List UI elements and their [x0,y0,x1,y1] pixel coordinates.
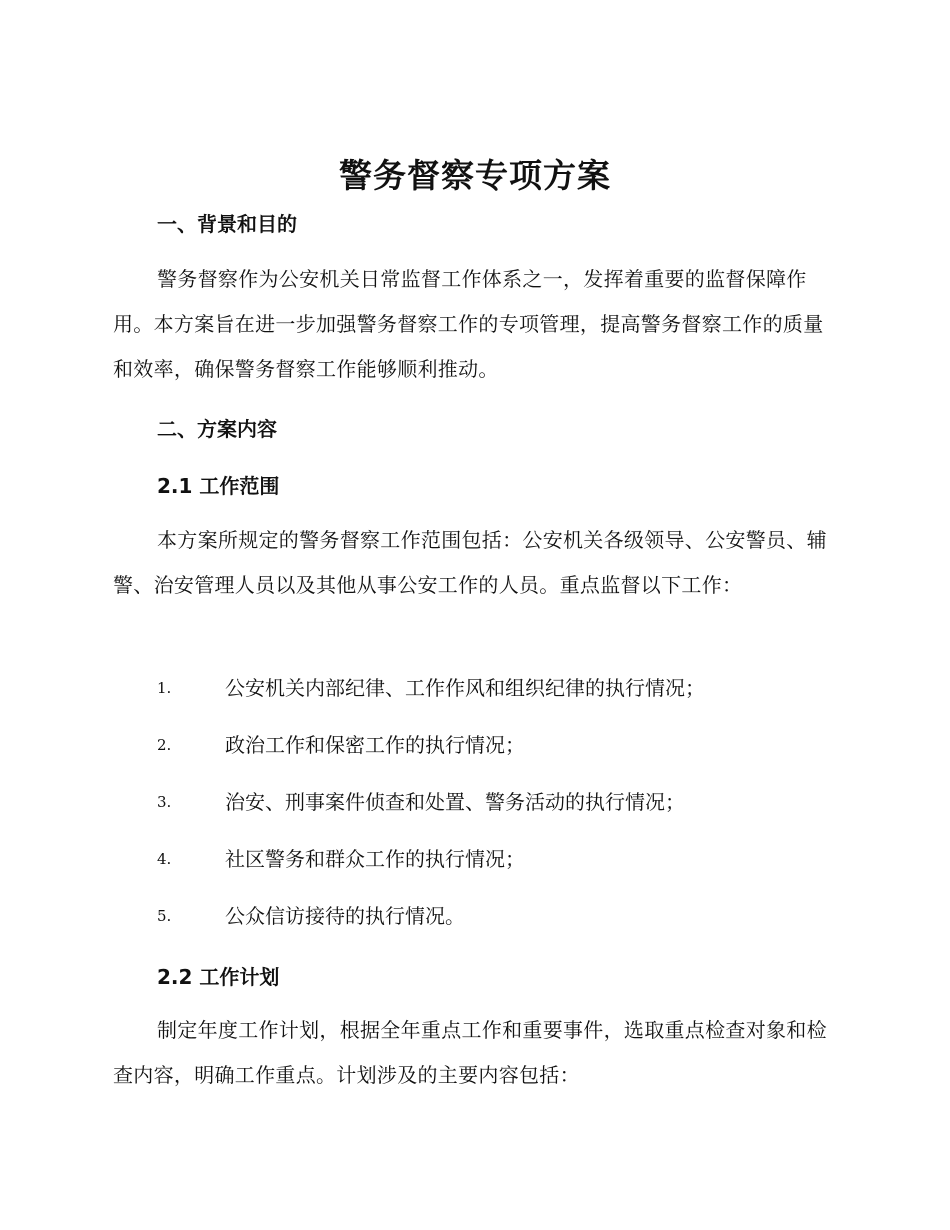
list-item-number: 2. [157,736,172,754]
subsection-heading-plan: 2.2 工作计划 [157,965,280,989]
list-item-text: 政治工作和保密工作的执行情况； [225,733,525,757]
subsection-heading-scope: 2.1 工作范围 [157,474,280,498]
section-heading-content: 二、方案内容 [157,417,277,441]
section-heading-background: 一、背景和目的 [157,212,297,236]
list-item-text: 公安机关内部纪律、工作作风和组织纪律的执行情况； [225,676,705,700]
list-item-number: 5. [157,907,172,925]
paragraph-plan: 制定年度工作计划，根据全年重点工作和重要事件，选取重点检查对象和检查内容，明确工作重点。计划涉及的主要内容包括： [113,1018,827,1087]
paragraph-scope: 本方案所规定的警务督察工作范围包括：公安机关各级领导、公安警员、辅警、治安管理人员以及其他从事公安工作的人员。重点监督以下工作： [113,528,827,597]
list-item-number: 1. [157,679,172,697]
list-item-text: 公众信访接待的执行情况。 [225,904,465,928]
list-item-number: 3. [157,793,172,811]
document-title: 警务督察专项方案 [339,156,611,195]
list-item-text: 社区警务和群众工作的执行情况； [225,847,525,871]
list-item-number: 4. [157,850,172,868]
paragraph-background: 警务督察作为公安机关日常监督工作体系之一，发挥着重要的监督保障作用。本方案旨在进一步加强警务督察工作的专项管理，提高警务督察工作的质量和效率，确保警务督察工作能够顺利推动。 [113,267,824,381]
list-item-text: 治安、刑事案件侦查和处置、警务活动的执行情况； [225,790,685,814]
